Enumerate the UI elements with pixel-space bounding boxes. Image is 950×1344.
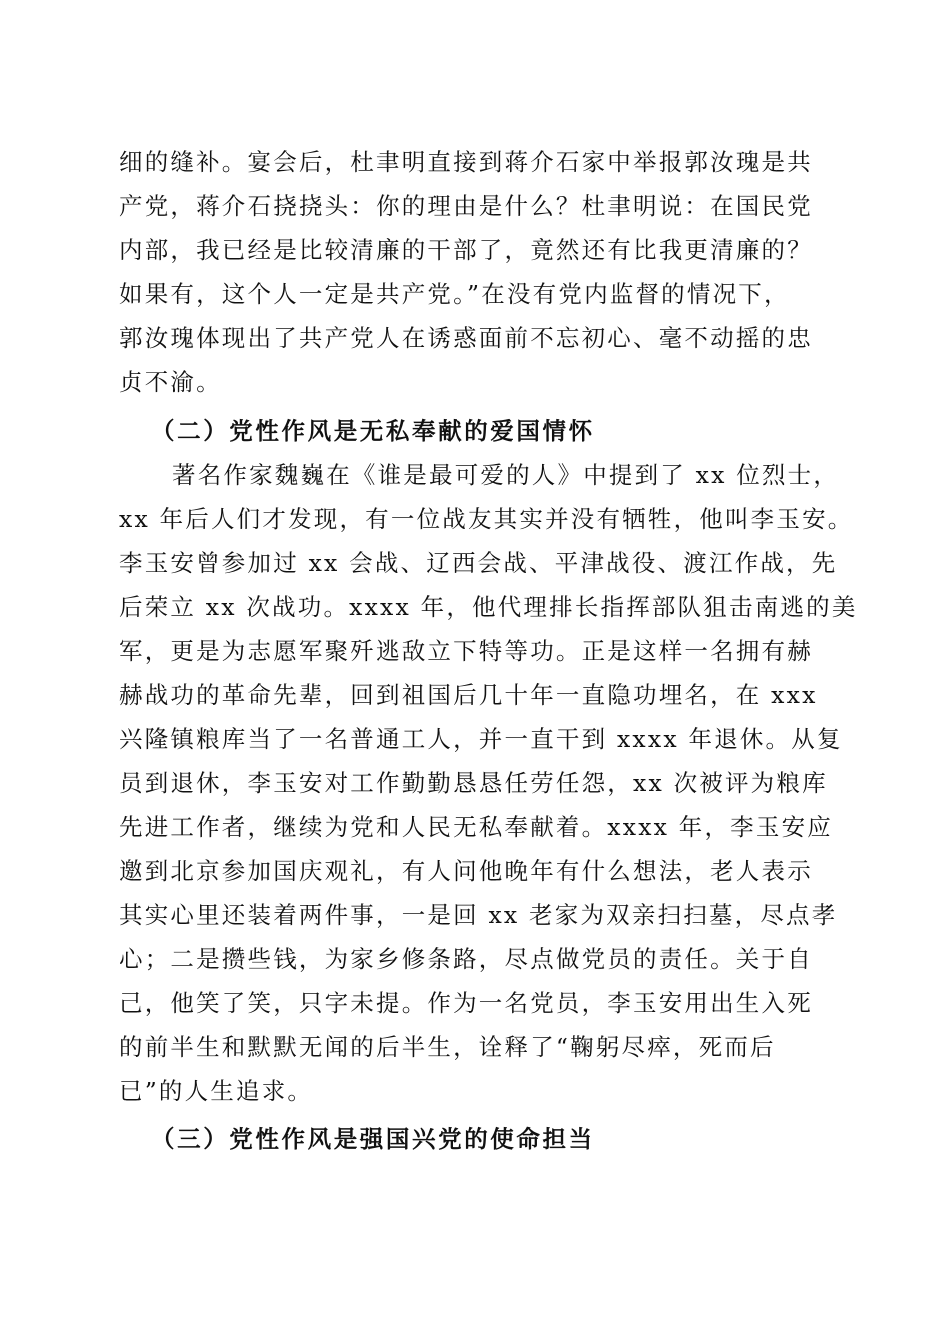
paragraph-line: 后荣立 xx 次战功。xxxx 年，他代理排长指挥部队狙击南逃的美 (119, 593, 858, 621)
section-heading: （二）党性作风是无私奉献的爱国情怀 (151, 417, 595, 445)
paragraph-line: 军，更是为志愿军聚歼逃敌立下特等功。正是这样一名拥有赫 (119, 637, 813, 665)
paragraph-line: 邀到北京参加国庆观礼，有人问他晚年有什么想法，老人表示 (119, 857, 813, 885)
paragraph-line: 著名作家魏巍在《谁是最可爱的人》中提到了 xx 位烈士， (172, 461, 840, 489)
paragraph-line: 其实心里还装着两件事，一是回 xx 老家为双亲扫扫墓，尽点孝 (119, 901, 838, 929)
paragraph-line: 郭汝瑰体现出了共产党人在诱惑面前不忘初心、毫不动摇的忠 (119, 324, 813, 352)
section-heading: （三）党性作风是强国兴党的使命担当 (151, 1125, 595, 1153)
paragraph-line: 员到退休，李玉安对工作勤勤恳恳任劳任怨，xx 次被评为粮库 (119, 769, 828, 797)
paragraph-line: 已”的人生追求。 (119, 1077, 314, 1105)
paragraph-line: 兴隆镇粮库当了一名普通工人，并一直干到 xxxx 年退休。从复 (119, 725, 843, 753)
paragraph-line: 己，他笑了笑，只字未提。作为一名党员，李玉安用出生入死 (119, 989, 813, 1017)
paragraph-line: 内部，我已经是比较清廉的干部了，竟然还有比我更清廉的？ (119, 236, 813, 264)
paragraph-line: 的前半生和默默无闻的后半生，诠释了“鞠躬尽瘁，死而后 (119, 1033, 776, 1061)
paragraph-line: 细的缝补。宴会后，杜聿明直接到蒋介石家中举报郭汝瑰是共 (119, 148, 813, 176)
paragraph-line: 贞不渝。 (119, 368, 222, 396)
paragraph-line: 赫战功的革命先辈，回到祖国后几十年一直隐功埋名，在 xxx (119, 681, 818, 709)
paragraph-line: 先进工作者，继续为党和人民无私奉献着。xxxx 年，李玉安应 (119, 813, 833, 841)
paragraph-line: xx 年后人们才发现，有一位战友其实并没有牺牲，他叫李玉安。 (119, 505, 854, 533)
paragraph-line: 李玉安曾参加过 xx 会战、辽西会战、平津战役、渡江作战，先 (119, 549, 838, 577)
paragraph-line: 如果有，这个人一定是共产党。”在没有党内监督的情况下， (119, 280, 790, 308)
paragraph-line: 心；二是攒些钱，为家乡修条路，尽点做党员的责任。关于自 (119, 945, 813, 973)
paragraph-line: 产党，蒋介石挠挠头：你的理由是什么？杜聿明说：在国民党 (119, 192, 813, 220)
